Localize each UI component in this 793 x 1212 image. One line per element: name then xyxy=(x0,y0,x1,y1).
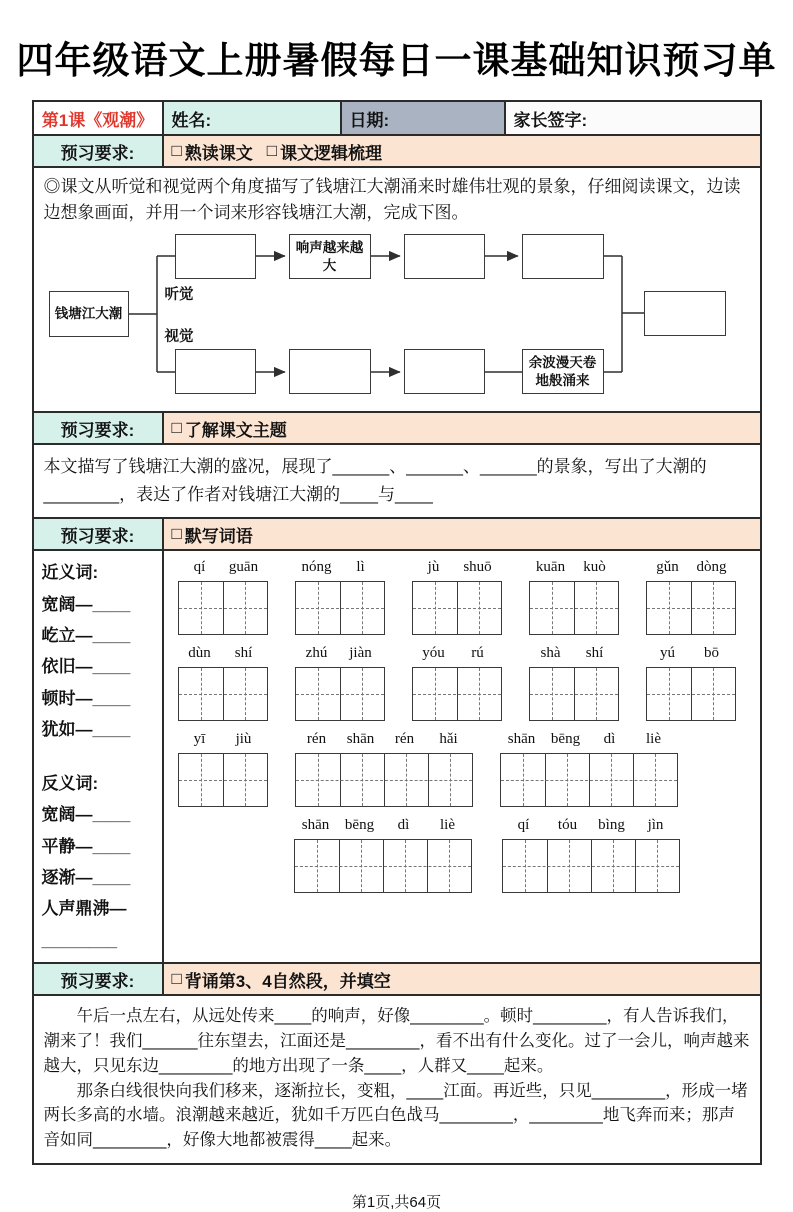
word-group xyxy=(529,559,619,635)
pinyin-labels xyxy=(294,817,472,839)
word-group xyxy=(294,817,472,893)
pinyin-labels xyxy=(295,559,385,581)
task-label: 默写词语 xyxy=(184,526,253,546)
pinyin-syllable: jiù xyxy=(235,731,252,748)
character-grid xyxy=(178,667,268,721)
pinyin-syllable: jù xyxy=(427,559,440,576)
diagram-branch-sight: 视觉 xyxy=(164,329,194,345)
pinyin-syllable: nóng xyxy=(301,559,332,576)
requirement-tasks xyxy=(164,964,760,994)
word-group xyxy=(178,645,268,721)
character-grid xyxy=(646,581,736,635)
word-pair: 犹如—____ xyxy=(41,720,131,740)
task-item xyxy=(172,139,253,164)
pinyin-syllable: qí xyxy=(517,817,530,834)
theme-fill-text: 本文描写了钱塘江大潮的盛况，展现了______、______、______的景象，写出了大潮的________，表达了作者对钱塘江大潮的____与____ xyxy=(43,457,707,505)
word-row xyxy=(164,559,760,635)
grid-cell xyxy=(223,668,267,720)
parent-signature-label: 家长签字: xyxy=(506,102,760,134)
grid-cell xyxy=(179,754,223,806)
word-grid-area xyxy=(164,551,760,962)
name-field-label: 姓名: xyxy=(164,102,342,134)
character-grid xyxy=(178,753,268,807)
pinyin-syllable: bō xyxy=(704,645,719,662)
reading-instructions: ◎课文从听觉和视觉两个角度描写了钱塘江大潮涌来时雄伟壮观的景象，仔细阅读课文，边读边想象画面，并用一个词来形容钱塘江大潮，完成下图。 xyxy=(43,177,741,222)
task-item xyxy=(267,139,382,164)
pinyin-syllable: kuò xyxy=(583,559,606,576)
character-grid xyxy=(646,667,736,721)
pinyin-labels xyxy=(500,731,678,753)
pinyin-syllable: yī xyxy=(193,731,206,748)
word-pairs-column xyxy=(34,551,164,962)
task-item xyxy=(172,967,391,992)
grid-cell xyxy=(383,840,427,892)
grid-cell xyxy=(691,668,735,720)
pinyin-syllable: qí xyxy=(193,559,206,576)
word-row xyxy=(164,817,760,893)
pinyin-labels xyxy=(646,559,736,581)
requirement-row-3 xyxy=(34,517,760,549)
grid-cell xyxy=(296,582,340,634)
flow-diagram xyxy=(34,229,764,411)
page-title: 四年级语文上册暑假每日一课基础知识预习单 xyxy=(16,41,777,82)
word-group xyxy=(646,559,736,635)
requirement-row-1 xyxy=(34,134,760,166)
pinyin-labels xyxy=(178,559,268,581)
character-grid xyxy=(412,581,502,635)
grid-cell xyxy=(574,582,618,634)
checkbox-icon: □ xyxy=(266,141,278,160)
diagram-text-box: 余波漫天卷地般涌来 xyxy=(522,349,604,394)
word-pair: 逐渐—____ xyxy=(41,868,131,888)
grid-cell xyxy=(591,840,635,892)
diagram-blank-box xyxy=(175,349,256,394)
pinyin-syllable: rén xyxy=(306,731,327,748)
checkbox-icon: □ xyxy=(171,418,182,437)
diagram-text-box: 响声越来越大 xyxy=(289,234,371,279)
grid-cell xyxy=(574,668,618,720)
word-row xyxy=(164,645,760,721)
word-group xyxy=(178,731,268,807)
pinyin-syllable: liè xyxy=(440,817,455,834)
grid-cell xyxy=(179,582,223,634)
task-label: 熟读课文 xyxy=(184,143,253,163)
grid-cell xyxy=(501,754,545,806)
word-pair: 顿时—____ xyxy=(41,688,131,708)
grid-cell xyxy=(547,840,591,892)
requirement-tasks xyxy=(164,413,760,443)
pinyin-syllable: gǔn xyxy=(656,559,679,576)
grid-cell xyxy=(428,754,472,806)
character-grid xyxy=(502,839,680,893)
grid-cell xyxy=(296,668,340,720)
diagram-blank-box xyxy=(404,349,485,394)
word-pair: 依旧—____ xyxy=(41,657,131,677)
pinyin-labels xyxy=(529,559,619,581)
pinyin-syllable: shí xyxy=(585,645,604,662)
character-grid xyxy=(295,667,385,721)
pinyin-syllable: lì xyxy=(356,559,365,576)
task-label: 了解课文主题 xyxy=(184,420,287,440)
requirement-label: 预习要求: xyxy=(34,413,164,443)
grid-cell xyxy=(635,840,679,892)
requirement-label: 预习要求: xyxy=(34,964,164,994)
pinyin-syllable: kuān xyxy=(535,559,566,576)
task-item xyxy=(172,416,287,441)
synonyms-list xyxy=(42,589,154,746)
word-group xyxy=(646,645,736,721)
pinyin-labels xyxy=(178,731,268,753)
grid-cell xyxy=(340,754,384,806)
grid-cell xyxy=(295,840,339,892)
pinyin-syllable: jìn xyxy=(647,817,664,834)
pinyin-syllable: shān xyxy=(507,731,536,748)
character-grid xyxy=(412,667,502,721)
word-pair: 宽阔—____ xyxy=(41,594,131,614)
pinyin-syllable: shān xyxy=(346,731,375,748)
checkbox-icon: □ xyxy=(171,969,182,989)
pinyin-syllable: jiàn xyxy=(349,645,372,662)
grid-cell xyxy=(340,582,384,634)
grid-cell xyxy=(340,668,384,720)
pinyin-labels xyxy=(178,645,268,667)
character-grid xyxy=(178,581,268,635)
diagram-end-box xyxy=(644,291,726,336)
requirement-tasks xyxy=(164,519,760,549)
theme-section xyxy=(34,443,760,517)
requirement-row-4 xyxy=(34,962,760,994)
pinyin-syllable: zhú xyxy=(305,645,328,662)
word-group xyxy=(295,645,385,721)
word-pair: 屹立—____ xyxy=(41,625,131,645)
header-row xyxy=(34,102,760,134)
diagram-blank-box xyxy=(404,234,485,279)
grid-cell xyxy=(457,668,501,720)
pinyin-syllable: hǎi xyxy=(439,731,458,748)
pinyin-labels xyxy=(412,645,502,667)
diagram-branch-hearing: 听觉 xyxy=(164,287,194,303)
grid-cell xyxy=(223,754,267,806)
character-grid xyxy=(295,753,473,807)
checkbox-icon: □ xyxy=(171,141,182,160)
requirement-row-2 xyxy=(34,411,760,443)
word-group xyxy=(502,817,680,893)
pinyin-syllable: bēng xyxy=(344,817,375,834)
grid-cell xyxy=(633,754,677,806)
pinyin-syllable: shuō xyxy=(463,559,492,576)
pinyin-syllable: dòng xyxy=(696,559,727,576)
recitation-paragraph-2: 那条白线很快向我们移来，逐渐拉长，变粗，____江面。再近些，只见________，形成一堵两长多高的水墙。浪潮越来越近，犹如千万匹白色战马________，________地飞奔而来；那声音如同________，好像大地都被震得____起来。 xyxy=(43,1081,748,1150)
diagram-blank-box xyxy=(522,234,604,279)
character-grid xyxy=(500,753,678,807)
grid-cell xyxy=(384,754,428,806)
grid-cell xyxy=(691,582,735,634)
checkbox-icon: □ xyxy=(171,524,182,544)
pinyin-syllable: dì xyxy=(603,731,616,748)
word-group xyxy=(412,645,502,721)
pinyin-syllable: bìng xyxy=(598,817,625,834)
character-grid xyxy=(294,839,472,893)
word-group xyxy=(412,559,502,635)
pinyin-syllable: tóu xyxy=(557,817,578,834)
pinyin-syllable: rú xyxy=(471,645,484,662)
character-grid xyxy=(529,667,619,721)
grid-cell xyxy=(179,668,223,720)
character-grid xyxy=(529,581,619,635)
words-section xyxy=(34,549,760,962)
word-group xyxy=(178,559,268,635)
pinyin-syllable: rén xyxy=(394,731,415,748)
pinyin-syllable: shí xyxy=(234,645,253,662)
antonyms-title: 反义词: xyxy=(41,773,99,793)
synonyms-title: 近义词: xyxy=(41,563,99,583)
pinyin-syllable: dùn xyxy=(188,645,211,662)
word-group xyxy=(295,559,385,635)
grid-cell xyxy=(647,668,691,720)
grid-cell xyxy=(296,754,340,806)
pinyin-labels xyxy=(295,731,473,753)
requirement-label: 预习要求: xyxy=(34,136,164,166)
grid-cell xyxy=(339,840,383,892)
antonyms-list xyxy=(42,799,154,956)
pinyin-labels xyxy=(646,645,736,667)
pinyin-syllable: dì xyxy=(397,817,410,834)
grid-cell xyxy=(457,582,501,634)
grid-cell xyxy=(545,754,589,806)
word-group xyxy=(500,731,678,807)
grid-cell xyxy=(413,668,457,720)
requirement-label: 预习要求: xyxy=(34,519,164,549)
word-pair: 人声鼎沸—________ xyxy=(41,899,127,950)
requirement-tasks xyxy=(164,136,760,166)
task-label: 背诵第3、4自然段，并填空 xyxy=(184,971,391,991)
pinyin-syllable: shān xyxy=(301,817,330,834)
grid-cell xyxy=(427,840,471,892)
word-pair: 平静—____ xyxy=(41,836,131,856)
date-field-label: 日期: xyxy=(342,102,506,134)
grid-cell xyxy=(647,582,691,634)
diagram-blank-box xyxy=(289,349,371,394)
character-grid xyxy=(295,581,385,635)
grid-cell xyxy=(589,754,633,806)
worksheet-table xyxy=(32,100,762,1165)
pinyin-syllable: guān xyxy=(228,559,259,576)
word-row xyxy=(164,731,760,807)
pinyin-labels xyxy=(529,645,619,667)
pinyin-syllable: shà xyxy=(540,645,561,662)
reading-section xyxy=(34,166,760,411)
grid-cell xyxy=(530,668,574,720)
pinyin-syllable: bēng xyxy=(550,731,581,748)
page-number: 第1页,共64页 xyxy=(351,1193,442,1211)
grid-cell xyxy=(223,582,267,634)
recitation-section xyxy=(34,994,760,1163)
pinyin-labels xyxy=(412,559,502,581)
pinyin-labels xyxy=(295,645,385,667)
pinyin-syllable: yú xyxy=(660,645,675,662)
lesson-title: 第1课《观潮》 xyxy=(34,102,164,134)
word-group xyxy=(295,731,473,807)
word-pair: 宽阔—____ xyxy=(41,805,131,825)
grid-cell xyxy=(503,840,547,892)
pinyin-labels xyxy=(502,817,680,839)
grid-cell xyxy=(413,582,457,634)
diagram-root-box: 钱塘江大潮 xyxy=(49,291,129,337)
pinyin-syllable: liè xyxy=(646,731,661,748)
diagram-blank-box xyxy=(175,234,256,279)
pinyin-syllable: yóu xyxy=(422,645,445,662)
task-item xyxy=(172,522,253,547)
recitation-paragraph-1: 午后一点左右，从远处传来____的响声，好像________。顿时________，有人告诉我们，潮来了！我们______往东望去，江面还是________，看不出有什么变化。过了一会儿，响声越来越大，只见东边________的地方出现了一条____，人群又____起来。 xyxy=(43,1007,750,1075)
word-group xyxy=(529,645,619,721)
task-label: 课文逻辑梳理 xyxy=(280,143,383,163)
grid-cell xyxy=(530,582,574,634)
